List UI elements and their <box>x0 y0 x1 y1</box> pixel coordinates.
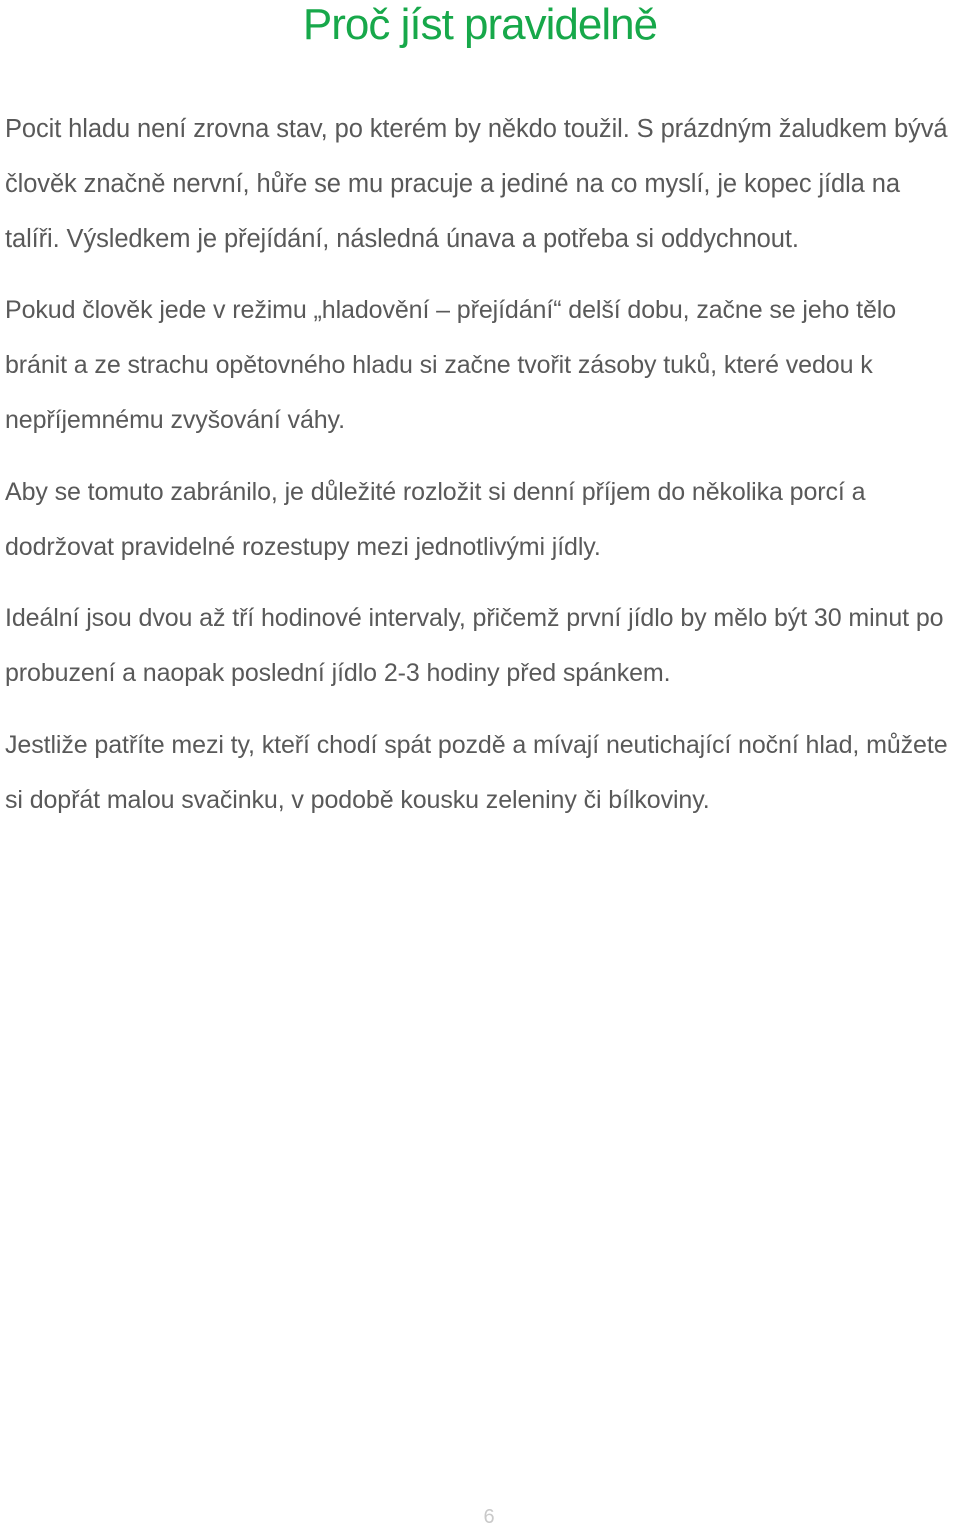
paragraph-fat-storage: Pokud člověk jede v režimu „hladovění – přejídání“ delší dobu, začne se jeho tělo bránit a ze strachu opětovného hladu si začne tvořit zásoby tuků, které vedou k nepříjemnému zvyšování váhy. <box>5 296 897 434</box>
paragraph-night-snack: Jestliže patříte mezi ty, kteří chodí spát pozdě a mívají neutichající noční hlad, můžete si dopřát malou svačinku, v podobě kousku zeleniny či bílkoviny. <box>5 731 948 814</box>
paragraph-hunger-feeling: Pocit hladu není zrovna stav, po kterém by někdo toužil. S prázdným žaludkem bývá člověk značně nervní, hůře se mu pracuje a jediné na co myslí, je kopec jídla na talíři. Výsledkem je přejídání, následná únava a potřeba si oddychnout. <box>5 115 948 253</box>
page-title: Proč jíst pravidelně <box>302 0 658 49</box>
page-number: 6 <box>483 1506 495 1528</box>
paragraph-intervals: Ideální jsou dvou až tří hodinové intervaly, přičemž první jídlo by mělo být 30 minut po probuzení a naopak poslední jídlo 2-3 hodiny před spánkem. <box>5 604 944 687</box>
paragraph-portions: Aby se tomuto zabránilo, je důležité rozložit si denní příjem do několika porcí a dodržovat pravidelné rozestupy mezi jednotlivými jídly. <box>5 478 866 561</box>
